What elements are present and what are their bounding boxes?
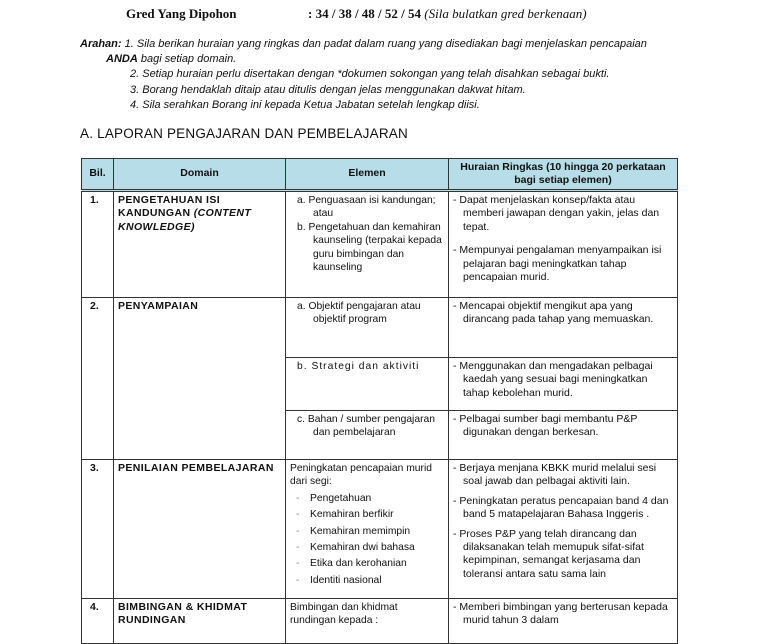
header-domain: Domain <box>114 159 286 191</box>
table-row <box>82 191 678 298</box>
list-item: - Etika dan kerohanian <box>290 556 444 572</box>
row-4-huraian-1: - Memberi bimbingan yang berterusan kepada murid tahun 3 dalam <box>453 601 668 627</box>
row-2-huraian-c <box>449 411 678 460</box>
row-1-huraian-2: - Mempunyai pengalaman menyampaikan isi pelajaran bagi meningkatkan tahap pencapaian murid. <box>453 244 662 284</box>
instruction-4: 4. Sila serahkan Borang ini kepada Ketua Jabatan setelah lengkap diisi. <box>130 98 480 111</box>
gred-label: Gred Yang Dipohon <box>126 6 237 21</box>
section-title: A. LAPORAN PENGAJARAN DAN PEMBELAJARAN <box>80 126 408 141</box>
row-4-elemen: Bimbingan dan khidmat rundingan kepada : <box>286 599 449 644</box>
row-2-elemen-b-text: b. Strategi dan aktiviti <box>297 361 420 372</box>
header-elemen: Elemen <box>286 159 449 191</box>
row-2-elemen-a <box>286 298 449 358</box>
row-3-elemen-list <box>290 491 444 589</box>
gred-values <box>308 6 587 22</box>
row-3-elemen <box>286 460 449 599</box>
instruction-3: 3. Borang hendaklah ditaip atau ditulis dengan jelas menggunakan dakwat hitam. <box>130 83 526 96</box>
row-4-domain: BIMBINGAN & KHIDMAT RUNDINGAN <box>114 599 286 644</box>
row-2-huraian-b-text: - Menggunakan dan mengadakan pelbagai kaedah yang sesuai bagi meningkatkan tahap kebolehan murid. <box>453 360 653 399</box>
row-1-huraian-1: - Dapat menjelaskan konsep/fakta atau memberi jawapan dengan yakin, jelas dan tepat. <box>453 194 660 233</box>
row-3-huraian-3: - Proses P&P yang telah dirancang dan dilaksanakan telah memupuk sifat-sifat kepimpinan, semangat kerjasama dan toleransi antara satu sama lain <box>453 527 644 580</box>
table-row <box>82 460 678 599</box>
gred-line <box>0 6 768 26</box>
row-1-domain-text: PENGETAHUAN ISI KANDUNGAN <box>118 194 221 220</box>
instruction-1-cont: bagi setiap domain. <box>140 53 237 66</box>
report-table <box>81 158 678 644</box>
list-item: - Identiti nasional <box>290 573 444 589</box>
row-3-bil: 3. <box>82 460 114 599</box>
row-1-elemen-a: a. Penguasaan isi kandungan; atau <box>297 195 436 220</box>
row-2-bil: 2. <box>82 298 114 460</box>
row-4-bil: 4. <box>82 599 114 644</box>
header-huraian: Huraian Ringkas (10 hingga 20 perkataan bagi setiap elemen) <box>449 159 678 191</box>
header-bil: Bil. <box>82 159 114 191</box>
gred-options: : 34 / 38 / 48 / 52 / 54 <box>308 6 425 21</box>
row-2-domain: PENYAMPAIAN <box>114 298 286 460</box>
row-2-elemen-a-text: a. Objektif pengajaran atau objektif program <box>297 301 421 326</box>
list-item: - Kemahiran dwi bahasa <box>290 540 444 556</box>
table-row <box>82 298 678 358</box>
row-1-domain <box>114 191 286 298</box>
row-2-huraian-c-text: - Pelbagai sumber bagi membantu P&P digunakan dengan berkesan. <box>453 413 638 439</box>
list-item: - Kemahiran memimpin <box>290 524 444 540</box>
row-2-elemen-c-text: c. Bahan / sumber pengajaran dan pembelajaran <box>297 414 435 439</box>
table-header-row <box>82 159 678 191</box>
row-2-elemen-c <box>286 411 449 460</box>
row-3-domain: PENILAIAN PEMBELAJARAN <box>114 460 286 599</box>
row-2-elemen-b <box>286 358 449 411</box>
instructions-label: Arahan: <box>80 38 122 50</box>
list-item: - Pengetahuan <box>290 491 444 507</box>
row-2-huraian-a <box>449 298 678 358</box>
row-2-huraian-a-text: - Mencapai objektif mengikut apa yang dirancang pada tahap yang memuaskan. <box>453 300 654 326</box>
row-3-huraian <box>449 460 678 599</box>
instruction-anda: ANDA <box>106 53 138 66</box>
row-1-elemen-b: b. Pengetahuan dan kemahiran kaunseling (terpakai kepada guru bimbingan dan kaunseling <box>297 221 442 274</box>
list-item: - Kemahiran berfikir <box>290 507 444 523</box>
row-2-huraian-b <box>449 358 678 411</box>
gred-note: (Sila bulatkan gred berkenaan) <box>424 6 587 21</box>
row-1-domain-italic: (CONTENT KNOWLEDGE) <box>118 207 252 233</box>
row-1-huraian <box>449 191 678 298</box>
row-1-elemen <box>286 191 449 298</box>
instructions <box>80 37 740 113</box>
row-3-elemen-intro: Peningkatan pencapaian murid dari segi: <box>290 463 432 488</box>
row-3-huraian-2: - Peningkatan peratus pencapaian band 4 dan band 5 matapelajaran Bahasa Inggeris . <box>453 494 669 521</box>
table-row <box>82 599 678 644</box>
row-3-huraian-1: - Berjaya menjana KBKK murid melalui sesi soal jawab dan pelbagai aktiviti lain. <box>453 462 657 488</box>
row-1-bil: 1. <box>82 191 114 298</box>
instruction-2: 2. Setiap huraian perlu disertakan dengan *dokumen sokongan yang telah disahkan sebagai bukti. <box>130 68 610 81</box>
row-4-huraian <box>449 599 678 644</box>
instruction-1: 1. Sila berikan huraian yang ringkas dan padat dalam ruang yang disediakan bagi menjelaskan pencapaian <box>124 38 647 50</box>
